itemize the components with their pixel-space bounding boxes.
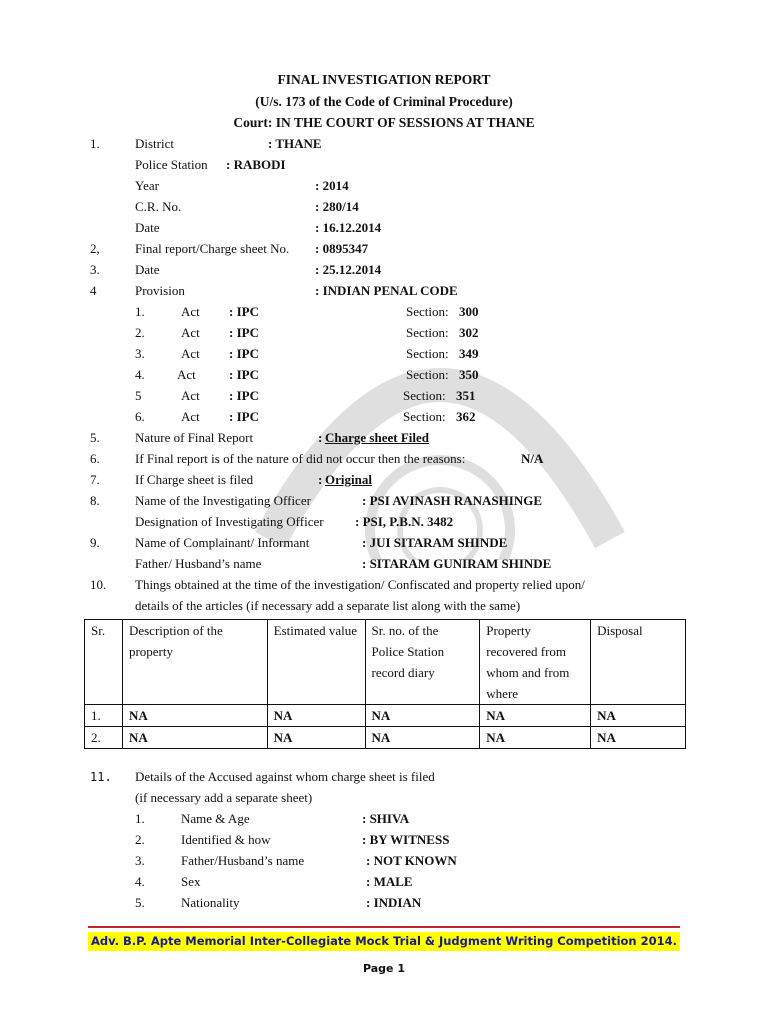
date2-label: Date — [135, 262, 160, 277]
item-number-2: 2, — [90, 241, 100, 256]
table-cell: NA — [267, 705, 365, 727]
accused-value: : MALE — [366, 874, 413, 889]
accused-label: Nationality — [181, 895, 240, 910]
table-row — [85, 705, 686, 727]
things-line-2: details of the articles (if necessary add a separate list along with the same) — [135, 598, 521, 613]
act-section-label: Section: — [406, 346, 449, 361]
accused-label: Father/Husband’s name — [181, 853, 305, 868]
item-number-5: 5. — [90, 430, 100, 445]
act-label: Act — [181, 346, 200, 361]
year-value: : 2014 — [315, 178, 349, 193]
things-line-1: Things obtained at the time of the investigation/ Confiscated and property relied upon/ — [135, 577, 585, 592]
accused-no: 2. — [135, 832, 145, 847]
designation-label: Designation of Investigating Officer — [135, 514, 324, 529]
table-cell: NA — [365, 705, 480, 727]
act-section: 300 — [459, 304, 479, 319]
table-cell: NA — [122, 705, 267, 727]
act-section-label: Section: — [406, 367, 449, 382]
accused-no: 3. — [135, 853, 145, 868]
accused-label: Sex — [181, 874, 201, 889]
table-cell: NA — [267, 727, 365, 749]
act-code: : IPC — [229, 409, 259, 424]
act-section: 351 — [456, 388, 476, 403]
accused-no: 5. — [135, 895, 145, 910]
accused-value: : NOT KNOWN — [366, 853, 457, 868]
provision-label: Provision — [135, 283, 185, 298]
district-value: : THANE — [268, 136, 322, 151]
act-section-label: Section: — [403, 388, 446, 403]
act-code: : IPC — [229, 346, 259, 361]
footer-banner: Adv. B.P. Apte Memorial Inter-Collegiate Mock Trial & Judgment Writing Competition 2014. — [88, 932, 680, 951]
father-label: Father/ Husband’s name — [135, 556, 262, 571]
item-number-6: 6. — [90, 451, 100, 466]
act-label: Act — [181, 325, 200, 340]
if-charge-colon: : — [318, 472, 323, 487]
act-section-label: Section: — [406, 325, 449, 340]
act-label: Act — [181, 304, 200, 319]
final-report-label: Final report/Charge sheet No. — [135, 241, 290, 256]
act-code: : IPC — [229, 325, 259, 340]
accused-no: 1. — [135, 811, 145, 826]
act-section: 349 — [459, 346, 479, 361]
io-value: : PSI AVINASH RANASHINGE — [362, 493, 542, 508]
provision-value: : INDIAN PENAL CODE — [315, 283, 458, 298]
table-header-cell: Estimated value — [267, 620, 365, 705]
item-number-4: 4 — [90, 283, 97, 298]
table-header-cell: Disposal — [591, 620, 686, 705]
table-cell: NA — [365, 727, 480, 749]
table-cell: NA — [591, 727, 686, 749]
if-charge-value: Original — [325, 472, 372, 487]
act-no: 1. — [135, 304, 145, 319]
act-section: 350 — [459, 367, 479, 382]
nature-label: Nature of Final Report — [135, 430, 254, 445]
act-label: Act — [177, 367, 196, 382]
io-label: Name of the Investigating Officer — [135, 493, 311, 508]
act-label: Act — [181, 409, 200, 424]
page-number: Page 1 — [362, 962, 405, 975]
if-charge-label: If Charge sheet is filed — [135, 472, 254, 487]
act-section: 362 — [456, 409, 476, 424]
footer-rule — [88, 926, 680, 928]
if-final-label: If Final report is of the nature of did not occur then the reasons: — [135, 451, 466, 466]
table-header-row — [85, 620, 686, 705]
act-code: : IPC — [229, 367, 259, 382]
item-number-3: 3. — [90, 262, 100, 277]
complainant-label: Name of Complainant/ Informant — [135, 535, 310, 550]
nature-colon: : — [318, 430, 323, 445]
table-header-cell: Sr. — [85, 620, 123, 705]
cr-label: C.R. No. — [135, 199, 182, 214]
accused-label: Name & Age — [181, 811, 250, 826]
item-number-10: 10. — [90, 577, 107, 592]
table-cell: NA — [480, 705, 591, 727]
table-cell: NA — [122, 727, 267, 749]
accused-value: : SHIVA — [362, 811, 410, 826]
item-number-7: 7. — [90, 472, 100, 487]
table-header-cell: Property recovered from whom and from where — [480, 620, 591, 705]
report-subtitle: (U/s. 173 of the Code of Criminal Procedure) — [255, 94, 513, 109]
act-no: 6. — [135, 409, 145, 424]
police-station-value: : RABODI — [226, 157, 286, 172]
date-label: Date — [135, 220, 160, 235]
item-number-8: 8. — [90, 493, 100, 508]
act-no: 4. — [135, 367, 145, 382]
table-cell: 1. — [85, 705, 123, 727]
table-header-cell: Description of the property — [122, 620, 267, 705]
year-label: Year — [135, 178, 159, 193]
act-code: : IPC — [229, 304, 259, 319]
accused-line-2: (if necessary add a separate sheet) — [135, 790, 313, 805]
property-table — [84, 619, 686, 749]
final-report-value: : 0895347 — [315, 241, 369, 256]
accused-no: 4. — [135, 874, 145, 889]
table-header-cell: Sr. no. of the Police Station record diary — [365, 620, 480, 705]
table-cell: NA — [480, 727, 591, 749]
act-section-label: Section: — [403, 409, 446, 424]
item-number-1: 1. — [90, 136, 100, 151]
nature-value: Charge sheet Filed — [325, 430, 429, 445]
designation-value: : PSI, P.B.N. 3482 — [355, 514, 454, 529]
act-label: Act — [181, 388, 200, 403]
table-cell: NA — [591, 705, 686, 727]
act-section-label: Section: — [406, 304, 449, 319]
cr-value: : 280/14 — [315, 199, 359, 214]
complainant-value: : JUI SITARAM SHINDE — [362, 535, 508, 550]
act-no: 3. — [135, 346, 145, 361]
district-label: District — [135, 136, 174, 151]
table-row — [85, 727, 686, 749]
item-number-11: 11. — [90, 770, 112, 784]
accused-label: Identified & how — [181, 832, 271, 847]
if-final-value: N/A — [521, 451, 544, 466]
act-section: 302 — [459, 325, 479, 340]
act-no: 2. — [135, 325, 145, 340]
table-cell: 2. — [85, 727, 123, 749]
accused-value: : BY WITNESS — [362, 832, 450, 847]
court-line: Court: IN THE COURT OF SESSIONS AT THANE — [233, 115, 535, 130]
report-title: FINAL INVESTIGATION REPORT — [277, 72, 491, 87]
item-number-9: 9. — [90, 535, 100, 550]
date-value: : 16.12.2014 — [315, 220, 382, 235]
father-value: : SITARAM GUNIRAM SHINDE — [362, 556, 552, 571]
act-no: 5 — [135, 388, 142, 403]
act-code: : IPC — [229, 388, 259, 403]
date2-value: : 25.12.2014 — [315, 262, 382, 277]
accused-line-1: Details of the Accused against whom charge sheet is filed — [135, 769, 435, 784]
accused-value: : INDIAN — [366, 895, 422, 910]
police-station-label: Police Station — [135, 157, 208, 172]
